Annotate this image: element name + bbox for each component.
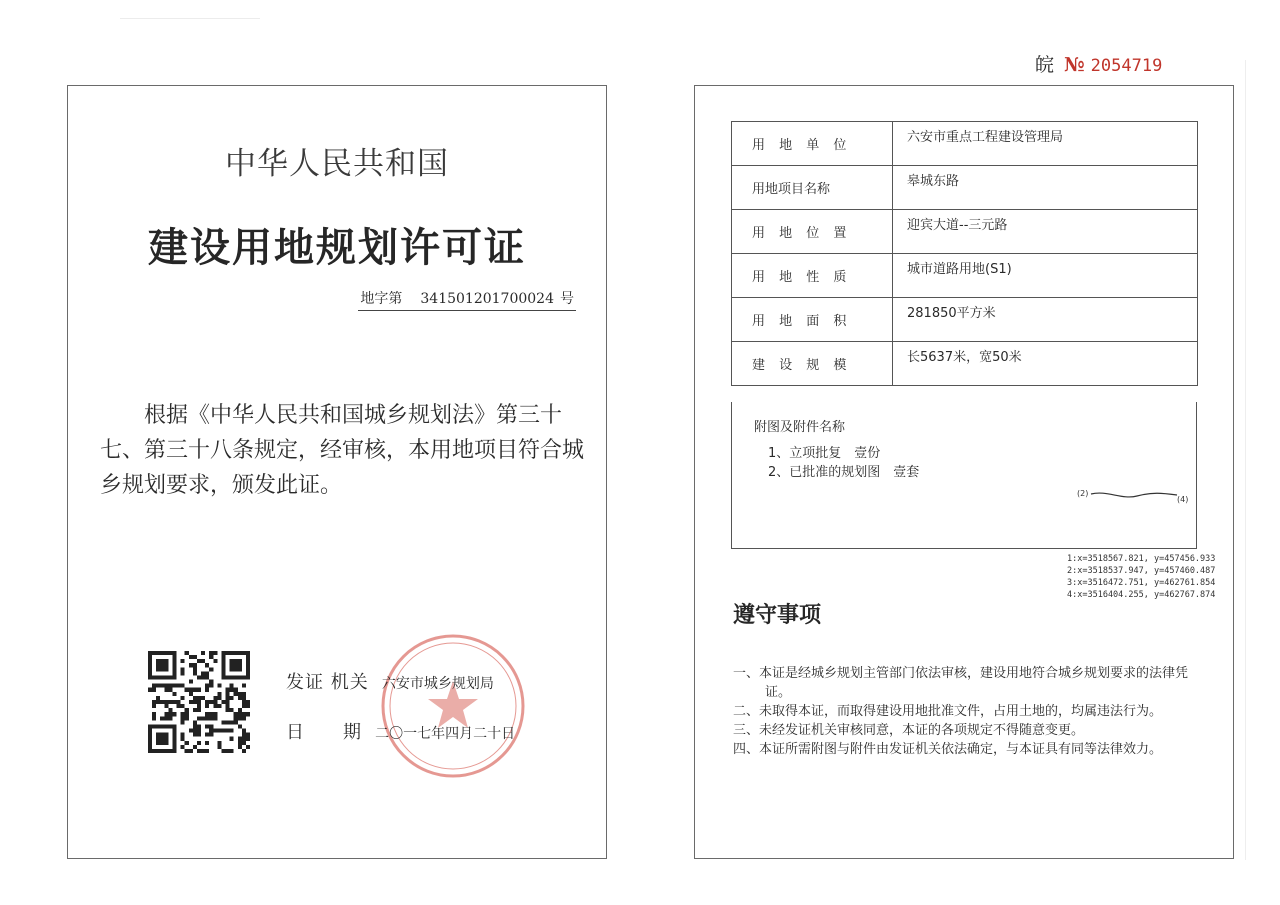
info-label: 用 地 单 位 xyxy=(732,122,893,166)
certificate-cover-page xyxy=(67,85,607,859)
official-seal xyxy=(378,631,528,781)
province-abbrev: 皖 xyxy=(1035,54,1055,76)
attachment-item: 1、立项批复 壹份 xyxy=(768,446,881,461)
observance-item: 一、本证是经城乡规划主管部门依法审核，建设用地符合城乡规划要求的法律凭证。 xyxy=(733,666,1189,700)
route-sketch xyxy=(1077,484,1187,508)
attachments-box xyxy=(731,402,1197,549)
coordinate-line: 3:x=3516472.751, y=462761.854 xyxy=(1067,578,1216,588)
info-value: 长5637米，宽50米 xyxy=(893,342,1198,386)
coordinate-line: 2:x=3518537.947, y=457460.487 xyxy=(1067,566,1216,576)
certificate-number-value: 341501201700024 xyxy=(420,291,554,307)
info-label: 用 地 位 置 xyxy=(732,210,893,254)
issuer-value: 六安市城乡规划局 xyxy=(381,676,494,692)
date-row xyxy=(286,718,515,744)
land-info-table xyxy=(731,121,1198,386)
number-mark: № xyxy=(1064,54,1085,76)
observance-list xyxy=(733,664,1208,759)
observance-title: 遵守事项 xyxy=(733,603,822,628)
qr-code xyxy=(148,651,250,753)
certificate-number-suffix: 号 xyxy=(560,291,574,307)
serial-number-value: 2054719 xyxy=(1090,56,1163,76)
info-row xyxy=(732,254,1198,298)
attachment-item: 2、已批准的规划图 壹套 xyxy=(768,465,920,480)
info-row xyxy=(732,210,1198,254)
observance-item: 二、未取得本证，而取得建设用地批准文件，占用土地的，均属违法行为。 xyxy=(733,704,1163,719)
info-row xyxy=(732,342,1198,386)
country-name: 中华人民共和国 xyxy=(225,146,449,182)
info-label: 用 地 面 积 xyxy=(732,298,893,342)
certificate-number-prefix: 地字第 xyxy=(360,291,403,307)
observance-item: 四、本证所需附图与附件由发证机关依法确定，与本证具有同等法律效力。 xyxy=(733,742,1163,757)
certificate-number xyxy=(358,288,576,311)
info-value: 皋城东路 xyxy=(893,166,1198,210)
scan-artifact xyxy=(120,18,260,19)
scan-artifact xyxy=(1245,60,1246,860)
issuer-row xyxy=(286,668,494,694)
info-value: 六安市重点工程建设管理局 xyxy=(893,122,1198,166)
coordinate-line: 1:x=3518567.821, y=457456.933 xyxy=(1067,554,1216,564)
info-row xyxy=(732,298,1198,342)
info-label: 建 设 规 模 xyxy=(732,342,893,386)
issuer-label: 发证 机关 xyxy=(286,672,369,693)
coordinate-list xyxy=(1067,553,1215,601)
info-label: 用地项目名称 xyxy=(732,166,893,210)
info-row xyxy=(732,166,1198,210)
serial-number xyxy=(1035,50,1162,77)
coordinate-line: 4:x=3516404.255, y=462767.874 xyxy=(1067,590,1216,600)
observance-item: 三、未经发证机关审核同意，本证的各项规定不得随意变更。 xyxy=(733,723,1085,738)
certificate-title: 建设用地规划许可证 xyxy=(148,225,526,271)
info-label: 用 地 性 质 xyxy=(732,254,893,298)
certificate-detail-page xyxy=(694,85,1234,859)
date-value: 二〇一七年四月二十日 xyxy=(375,726,516,742)
info-value: 迎宾大道--三元路 xyxy=(893,210,1198,254)
date-label: 日 期 xyxy=(286,722,362,743)
info-value: 281850平方米 xyxy=(893,298,1198,342)
info-row xyxy=(732,122,1198,166)
info-value: 城市道路用地(S1) xyxy=(893,254,1198,298)
attachments-title: 附图及附件名称 xyxy=(754,420,846,435)
issuance-basis-text: 根据《中华人民共和国城乡规划法》第三十七、第三十八条规定，经审核，本用地项目符合城乡规划要求，颁发此证。 xyxy=(100,403,585,498)
map-label: (2) xyxy=(1077,489,1089,498)
map-label: (4) xyxy=(1177,495,1189,504)
